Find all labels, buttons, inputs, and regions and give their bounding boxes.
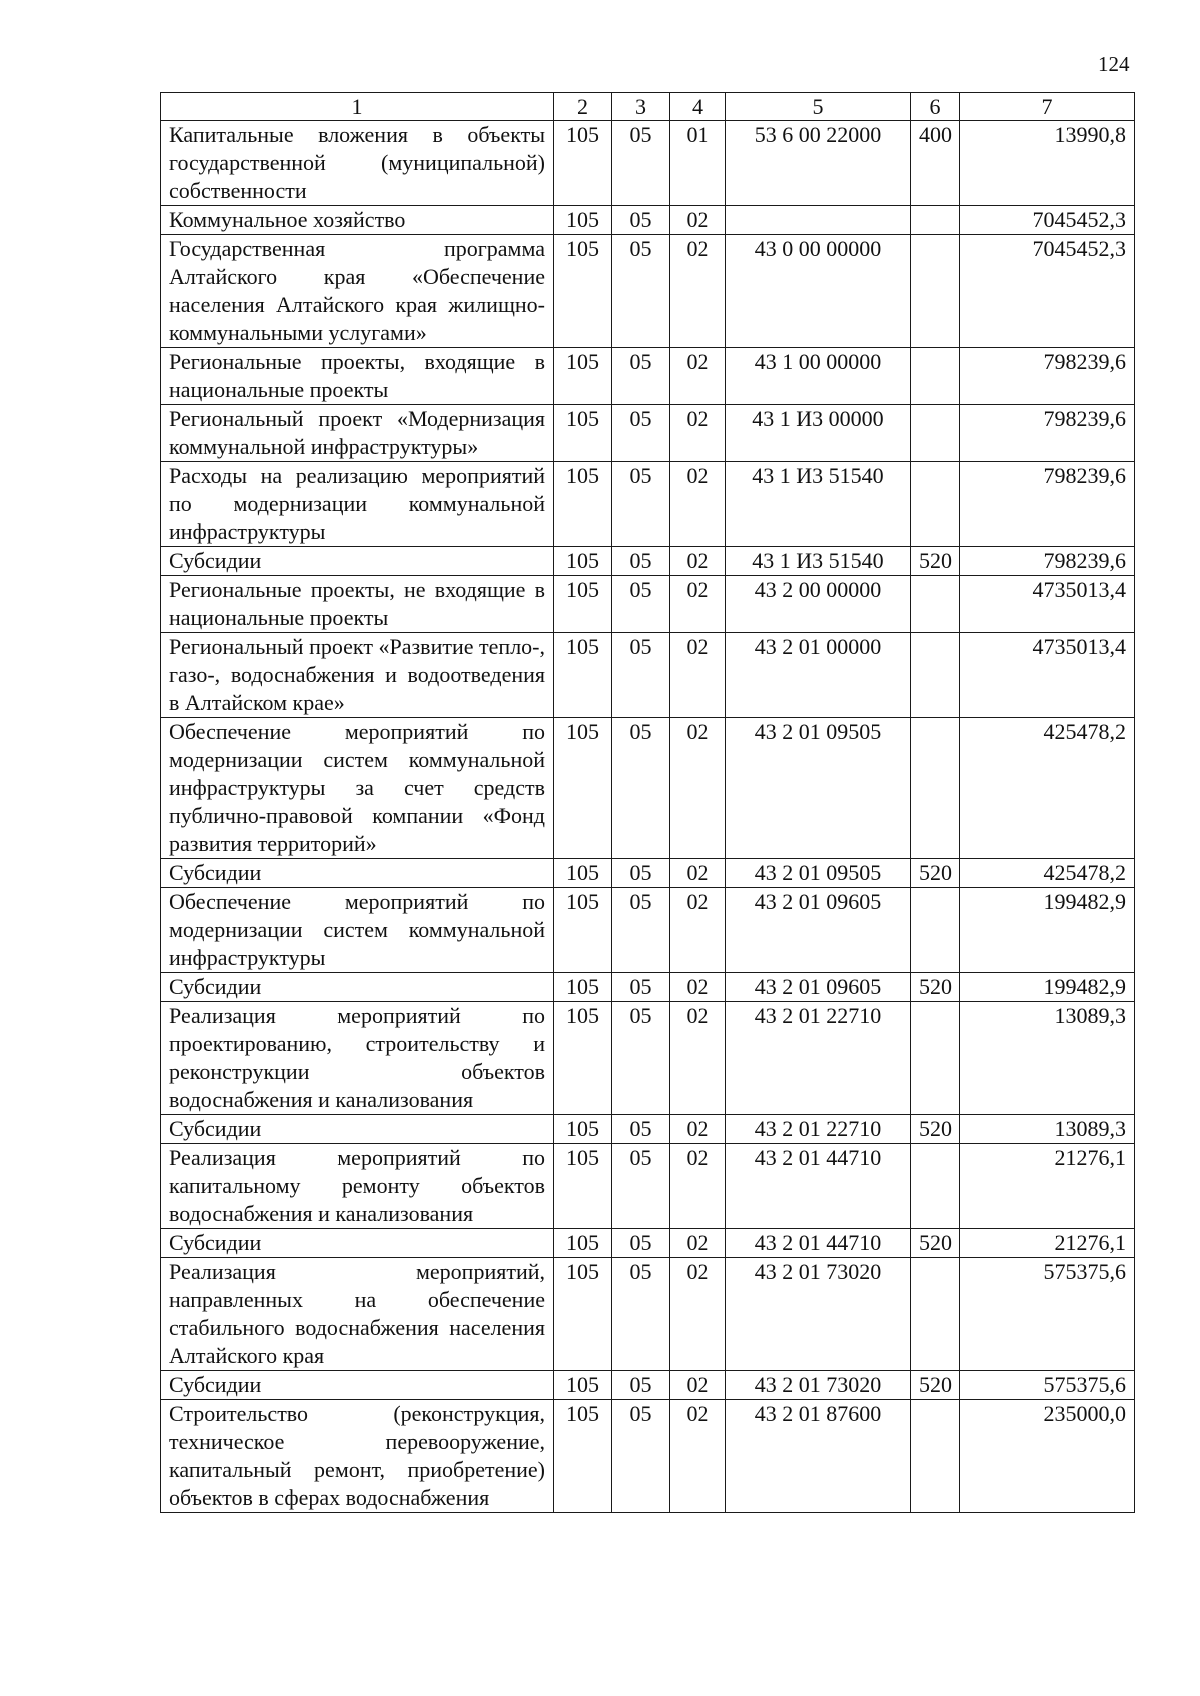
ministry-code-cell: 105 xyxy=(554,1002,612,1115)
section-code-cell: 05 xyxy=(612,1229,670,1258)
expense-type-cell xyxy=(911,206,960,235)
amount-cell: 13089,3 xyxy=(960,1115,1135,1144)
expense-type-cell: 520 xyxy=(911,1371,960,1400)
section-code-cell: 05 xyxy=(612,206,670,235)
expense-type-cell: 520 xyxy=(911,547,960,576)
subsection-code-cell: 02 xyxy=(670,235,726,348)
amount-cell: 798239,6 xyxy=(960,547,1135,576)
target-article-cell: 43 1 И3 51540 xyxy=(726,547,911,576)
ministry-code-cell: 105 xyxy=(554,1115,612,1144)
ministry-code-cell: 105 xyxy=(554,859,612,888)
subsection-code-cell: 01 xyxy=(670,121,726,206)
ministry-code-cell: 105 xyxy=(554,1400,612,1513)
page-number: 124 xyxy=(1098,52,1130,76)
expense-type-cell: 520 xyxy=(911,973,960,1002)
subsection-code-cell: 02 xyxy=(670,1400,726,1513)
section-code-cell: 05 xyxy=(612,405,670,462)
expense-type-cell xyxy=(911,718,960,859)
subsection-code-cell: 02 xyxy=(670,1371,726,1400)
section-code-cell: 05 xyxy=(612,547,670,576)
section-code-cell: 05 xyxy=(612,235,670,348)
column-header-5: 5 xyxy=(726,93,911,121)
expense-name-cell: Субсидии xyxy=(161,973,554,1002)
subsection-code-cell: 02 xyxy=(670,348,726,405)
subsection-code-cell: 02 xyxy=(670,1229,726,1258)
table-row xyxy=(161,973,1135,1002)
section-code-cell: 05 xyxy=(612,1371,670,1400)
target-article-cell: 43 1 И3 51540 xyxy=(726,462,911,547)
amount-cell: 21276,1 xyxy=(960,1144,1135,1229)
section-code-cell: 05 xyxy=(612,888,670,973)
table-row xyxy=(161,718,1135,859)
section-code-cell: 05 xyxy=(612,1258,670,1371)
amount-cell: 4735013,4 xyxy=(960,633,1135,718)
target-article-cell: 43 2 01 44710 xyxy=(726,1144,911,1229)
amount-cell: 199482,9 xyxy=(960,888,1135,973)
target-article-cell: 43 2 00 00000 xyxy=(726,576,911,633)
column-header-2: 2 xyxy=(554,93,612,121)
expense-type-cell xyxy=(911,888,960,973)
table-row xyxy=(161,633,1135,718)
table-row xyxy=(161,462,1135,547)
ministry-code-cell: 105 xyxy=(554,576,612,633)
subsection-code-cell: 02 xyxy=(670,206,726,235)
expense-name-cell: Обеспечение мероприятий по модернизации систем коммунальной инфраструктуры за счет средств публично-правовой компании «Фонд развития территорий» xyxy=(161,718,554,859)
target-article-cell: 43 2 01 09505 xyxy=(726,718,911,859)
section-code-cell: 05 xyxy=(612,121,670,206)
expense-type-cell xyxy=(911,1400,960,1513)
expense-type-cell xyxy=(911,405,960,462)
expense-type-cell: 400 xyxy=(911,121,960,206)
amount-cell: 13990,8 xyxy=(960,121,1135,206)
column-header-6: 6 xyxy=(911,93,960,121)
ministry-code-cell: 105 xyxy=(554,405,612,462)
subsection-code-cell: 02 xyxy=(670,1144,726,1229)
amount-cell: 575375,6 xyxy=(960,1258,1135,1371)
expense-name-cell: Обеспечение мероприятий по модернизации систем коммунальной инфраструктуры xyxy=(161,888,554,973)
subsection-code-cell: 02 xyxy=(670,718,726,859)
column-header-4: 4 xyxy=(670,93,726,121)
expense-name-cell: Субсидии xyxy=(161,547,554,576)
expense-name-cell: Строительство (реконструкция, техническое перевооружение, капитальный ремонт, приобретение) объектов в сферах водоснабжения xyxy=(161,1400,554,1513)
amount-cell: 13089,3 xyxy=(960,1002,1135,1115)
target-article-cell: 43 2 01 22710 xyxy=(726,1115,911,1144)
table-row xyxy=(161,859,1135,888)
ministry-code-cell: 105 xyxy=(554,633,612,718)
table-row xyxy=(161,547,1135,576)
subsection-code-cell: 02 xyxy=(670,462,726,547)
table-row xyxy=(161,405,1135,462)
expense-name-cell: Региональные проекты, входящие в национальные проекты xyxy=(161,348,554,405)
ministry-code-cell: 105 xyxy=(554,973,612,1002)
section-code-cell: 05 xyxy=(612,973,670,1002)
expense-type-cell: 520 xyxy=(911,859,960,888)
subsection-code-cell: 02 xyxy=(670,1115,726,1144)
expense-type-cell: 520 xyxy=(911,1229,960,1258)
budget-table xyxy=(160,92,1135,1513)
expense-name-cell: Субсидии xyxy=(161,859,554,888)
expense-type-cell xyxy=(911,633,960,718)
target-article-cell: 53 6 00 22000 xyxy=(726,121,911,206)
target-article-cell: 43 2 01 09505 xyxy=(726,859,911,888)
expense-name-cell: Региональный проект «Модернизация коммунальной инфраструктуры» xyxy=(161,405,554,462)
table-row xyxy=(161,1229,1135,1258)
subsection-code-cell: 02 xyxy=(670,973,726,1002)
amount-cell: 798239,6 xyxy=(960,405,1135,462)
table-row xyxy=(161,1371,1135,1400)
subsection-code-cell: 02 xyxy=(670,547,726,576)
amount-cell: 425478,2 xyxy=(960,718,1135,859)
expense-type-cell xyxy=(911,1258,960,1371)
amount-cell: 798239,6 xyxy=(960,348,1135,405)
table-row xyxy=(161,576,1135,633)
subsection-code-cell: 02 xyxy=(670,1258,726,1371)
table-row xyxy=(161,1115,1135,1144)
expense-name-cell: Региональный проект «Развитие тепло-, газо-, водоснабжения и водоотведения в Алтайском крае» xyxy=(161,633,554,718)
ministry-code-cell: 105 xyxy=(554,718,612,859)
column-header-3: 3 xyxy=(612,93,670,121)
section-code-cell: 05 xyxy=(612,718,670,859)
expense-name-cell: Реализация мероприятий по проектированию, строительству и реконструкции объектов водоснабжения и канализования xyxy=(161,1002,554,1115)
target-article-cell: 43 0 00 00000 xyxy=(726,235,911,348)
table-row xyxy=(161,888,1135,973)
expense-type-cell xyxy=(911,1144,960,1229)
section-code-cell: 05 xyxy=(612,576,670,633)
amount-cell: 425478,2 xyxy=(960,859,1135,888)
target-article-cell xyxy=(726,206,911,235)
column-header-1: 1 xyxy=(161,93,554,121)
target-article-cell: 43 2 01 22710 xyxy=(726,1002,911,1115)
target-article-cell: 43 2 01 87600 xyxy=(726,1400,911,1513)
amount-cell: 235000,0 xyxy=(960,1400,1135,1513)
expense-name-cell: Субсидии xyxy=(161,1371,554,1400)
ministry-code-cell: 105 xyxy=(554,1258,612,1371)
subsection-code-cell: 02 xyxy=(670,888,726,973)
expense-name-cell: Региональные проекты, не входящие в национальные проекты xyxy=(161,576,554,633)
expense-name-cell: Государственная программа Алтайского края «Обеспечение населения Алтайского края жилищно-коммунальными услугами» xyxy=(161,235,554,348)
table-body xyxy=(161,121,1135,1513)
ministry-code-cell: 105 xyxy=(554,547,612,576)
ministry-code-cell: 105 xyxy=(554,1144,612,1229)
subsection-code-cell: 02 xyxy=(670,859,726,888)
target-article-cell: 43 2 01 09605 xyxy=(726,888,911,973)
subsection-code-cell: 02 xyxy=(670,405,726,462)
table-row xyxy=(161,348,1135,405)
subsection-code-cell: 02 xyxy=(670,633,726,718)
expense-name-cell: Субсидии xyxy=(161,1115,554,1144)
expense-name-cell: Расходы на реализацию мероприятий по модернизации коммунальной инфраструктуры xyxy=(161,462,554,547)
amount-cell: 199482,9 xyxy=(960,973,1135,1002)
section-code-cell: 05 xyxy=(612,859,670,888)
section-code-cell: 05 xyxy=(612,633,670,718)
ministry-code-cell: 105 xyxy=(554,235,612,348)
target-article-cell: 43 2 01 09605 xyxy=(726,973,911,1002)
target-article-cell: 43 2 01 73020 xyxy=(726,1371,911,1400)
table-row xyxy=(161,1144,1135,1229)
ministry-code-cell: 105 xyxy=(554,888,612,973)
table-row xyxy=(161,1002,1135,1115)
subsection-code-cell: 02 xyxy=(670,576,726,633)
section-code-cell: 05 xyxy=(612,462,670,547)
column-header-7: 7 xyxy=(960,93,1135,121)
expense-name-cell: Субсидии xyxy=(161,1229,554,1258)
header-row xyxy=(161,93,1135,121)
section-code-cell: 05 xyxy=(612,1400,670,1513)
target-article-cell: 43 1 00 00000 xyxy=(726,348,911,405)
section-code-cell: 05 xyxy=(612,1144,670,1229)
ministry-code-cell: 105 xyxy=(554,1229,612,1258)
section-code-cell: 05 xyxy=(612,1115,670,1144)
amount-cell: 7045452,3 xyxy=(960,235,1135,348)
target-article-cell: 43 2 01 44710 xyxy=(726,1229,911,1258)
table-row xyxy=(161,206,1135,235)
ministry-code-cell: 105 xyxy=(554,206,612,235)
ministry-code-cell: 105 xyxy=(554,121,612,206)
expense-type-cell: 520 xyxy=(911,1115,960,1144)
table-row xyxy=(161,235,1135,348)
expense-type-cell xyxy=(911,576,960,633)
amount-cell: 21276,1 xyxy=(960,1229,1135,1258)
target-article-cell: 43 2 01 73020 xyxy=(726,1258,911,1371)
expense-type-cell xyxy=(911,235,960,348)
section-code-cell: 05 xyxy=(612,348,670,405)
table-row xyxy=(161,1258,1135,1371)
section-code-cell: 05 xyxy=(612,1002,670,1115)
table-row xyxy=(161,121,1135,206)
expense-name-cell: Реализация мероприятий, направленных на обеспечение стабильного водоснабжения населения Алтайского края xyxy=(161,1258,554,1371)
target-article-cell: 43 2 01 00000 xyxy=(726,633,911,718)
expense-type-cell xyxy=(911,348,960,405)
expense-name-cell: Реализация мероприятий по капитальному ремонту объектов водоснабжения и канализования xyxy=(161,1144,554,1229)
table-row xyxy=(161,1400,1135,1513)
ministry-code-cell: 105 xyxy=(554,462,612,547)
ministry-code-cell: 105 xyxy=(554,1371,612,1400)
amount-cell: 798239,6 xyxy=(960,462,1135,547)
expense-name-cell: Коммунальное хозяйство xyxy=(161,206,554,235)
amount-cell: 7045452,3 xyxy=(960,206,1135,235)
ministry-code-cell: 105 xyxy=(554,348,612,405)
target-article-cell: 43 1 И3 00000 xyxy=(726,405,911,462)
amount-cell: 575375,6 xyxy=(960,1371,1135,1400)
subsection-code-cell: 02 xyxy=(670,1002,726,1115)
expense-name-cell: Капитальные вложения в объекты государственной (муниципальной) собственности xyxy=(161,121,554,206)
expense-type-cell xyxy=(911,462,960,547)
expense-type-cell xyxy=(911,1002,960,1115)
amount-cell: 4735013,4 xyxy=(960,576,1135,633)
